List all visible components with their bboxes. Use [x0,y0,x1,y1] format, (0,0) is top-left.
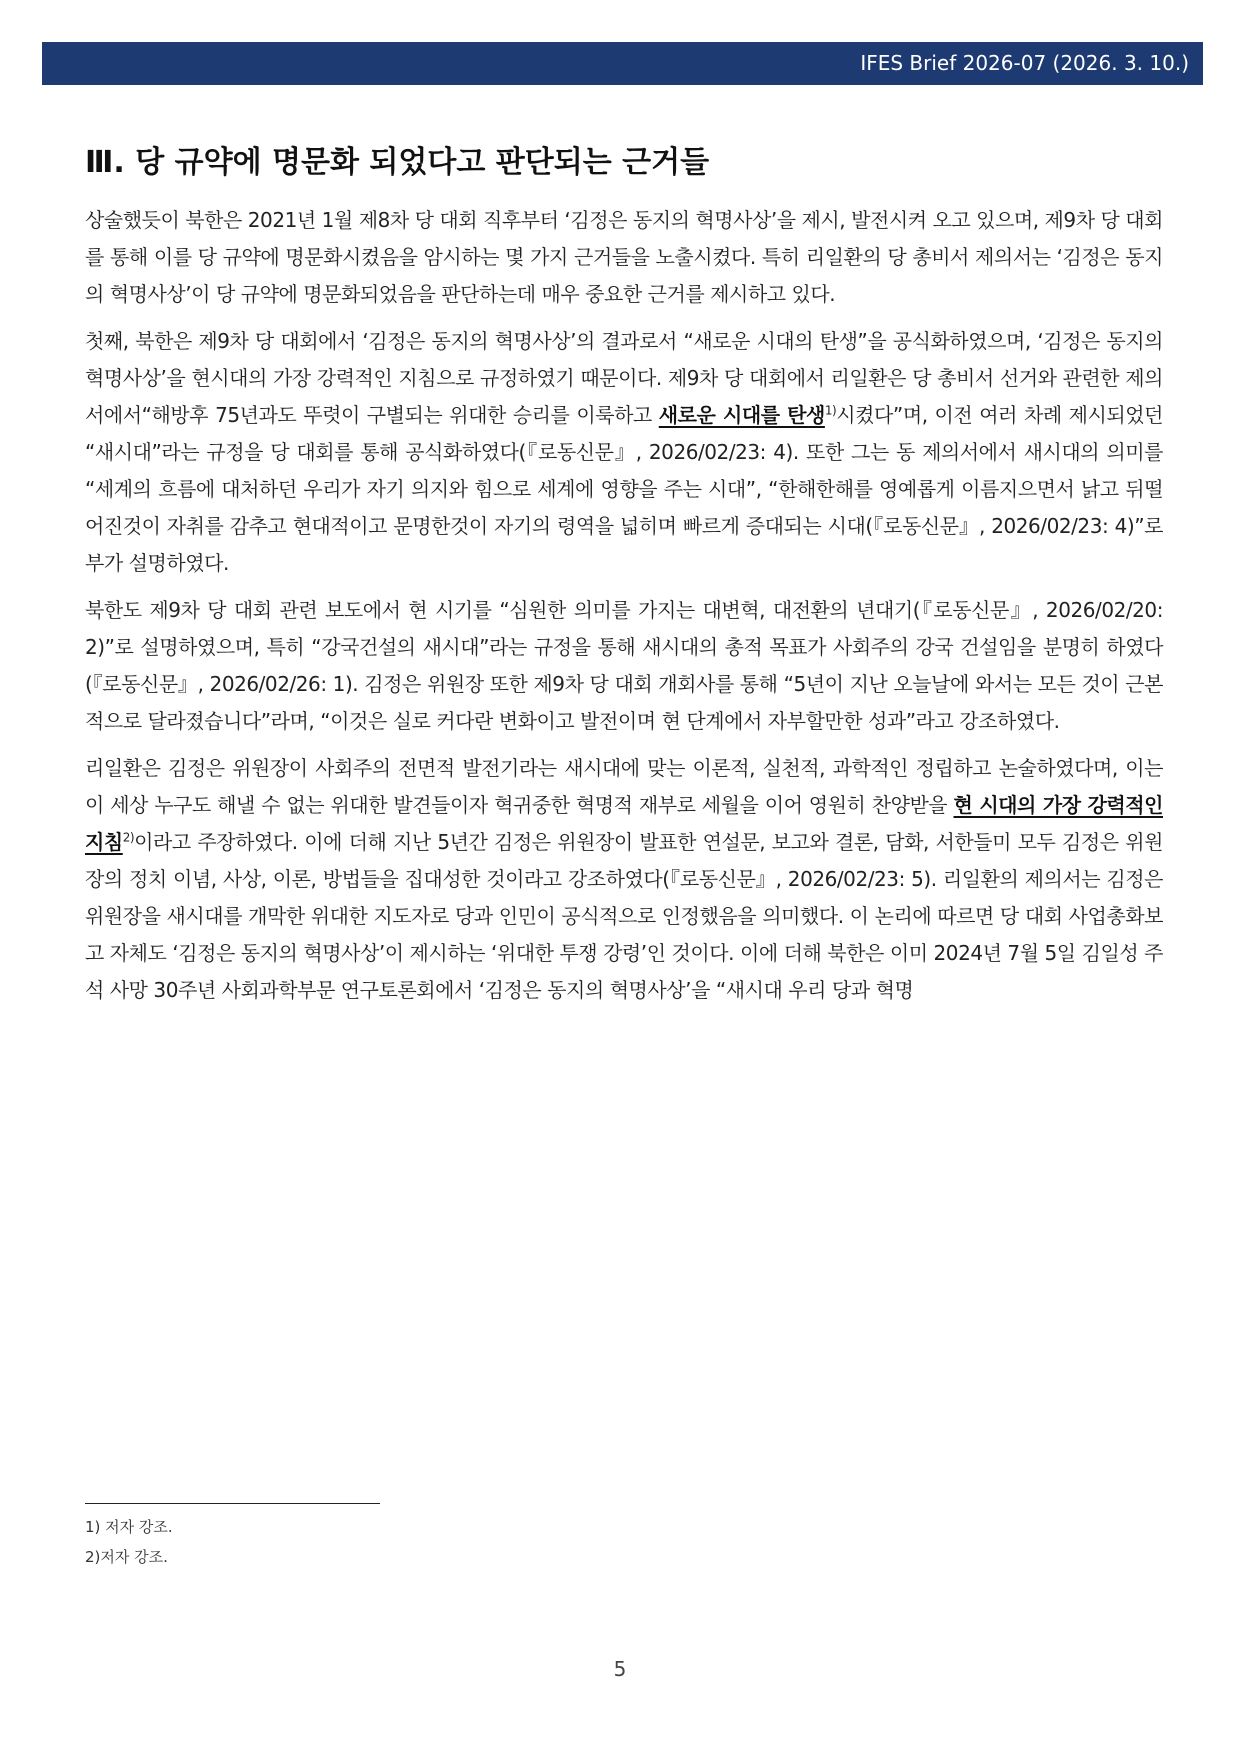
paragraph-2-text-after: 시켰다”며, 이전 여러 차례 제시되었던 “새시대”라는 규정을 당 대회를 통해 공식화하였다(『로동신문』, 2026/02/23: 4). 또한 그는 동 제의서에서 새시대의 의미를 “세계의 흐름에 대처하던 우리가 자기 의지와 힘으로 세계에 영향을 주는 시대”, “한해한해를 영예롭게 이름지으면서 낡고 뒤떨어진것이 자취를 감추고 현대적이고 문명한것이 자기의 령역을 넓히며 빠르게 증대되는 시대(『로동신문』, 2026/02/23: 4)”로 부가 설명하였다. [85,403,1163,575]
section-title: Ⅲ. 당 규약에 명문화 되었다고 판단되는 근거들 [85,145,710,180]
body-text [85,202,1163,1019]
footnote-ref-1[interactable]: 1) [824,403,837,418]
footnote-ref-2[interactable]: 2) [122,830,135,845]
paragraph-4 [85,750,1163,1009]
paragraph-2 [85,323,1163,582]
paragraph-1: 상술했듯이 북한은 2021년 1월 제8차 당 대회 직후부터 ‘김정은 동지의 혁명사상’을 제시, 발전시켜 오고 있으며, 제9차 당 대회를 통해 이를 당 규약에 명문화시켰음을 암시하는 몇 가지 근거들을 노출시켰다. 특히 리일환의 당 총비서 제의서는 ‘김정은 동지의 혁명사상’이 당 규약에 명문화되었음을 판단하는데 매우 중요한 근거를 제시하고 있다. [85,208,1163,306]
paragraph-4-text-after: 이라고 주장하였다. 이에 더해 지난 5년간 김정은 위원장이 발표한 연설문, 보고와 결론, 담화, 서한들미 모두 김정은 위원장의 정치 이념, 사상, 이론, 방법들을 집대성한 것이라고 강조하였다(『로동신문』, 2026/02/23: 5). 리일환의 제의서는 김정은 위원장을 새시대를 개막한 위대한 지도자로 당과 인민이 공식적으로 인정했음을 의미했다. 이 논리에 따르면 당 대회 사업총화보고 자체도 ‘김정은 동지의 혁명사상’이 제시하는 ‘위대한 투쟁 강령’인 것이다. 이에 더해 북한은 이미 2024년 7월 5일 김일성 주석 사망 30주년 사회과학부문 연구토론회에서 ‘김정은 동지의 혁명사상’을 “새시대 우리 당과 혁명 [85,830,1163,1002]
page-number: 5 [613,1657,627,1681]
brief-label: IFES Brief 2026-07 (2026. 3. 10.) [860,51,1189,75]
paragraph-2-text-before: 첫째, 북한은 제9차 당 대회에서 ‘김정은 동지의 혁명사상’의 결과로서 “새로운 시대의 탄생”을 공식화하였으며, ‘김정은 동지의 혁명사상’을 현시대의 가장 강력적인 지침으로 규정하였기 때문이다. 제9차 당 대회에서 리일환은 당 총비서 선거와 관련한 제의서에서“해방후 75년과도 뚜렷이 구별되는 위대한 승리를 이룩하고 [85,329,1163,427]
emphasis-strongest-guideline: 현 시대의 가장 강력적인 지침 [85,793,1163,854]
paragraph-4-text-before: 리일환은 김정은 위원장이 사회주의 전면적 발전기라는 새시대에 맞는 이론적, 실천적, 과학적인 정립하고 논술하였다며, 이는 이 세상 누구도 해낼 수 없는 위대한 발견들이자 혁귀중한 혁명적 재부로 세월을 이어 영원히 찬양받을 [85,756,1163,817]
footnote-divider [85,1503,380,1504]
footnote-1: 1) 저자 강조. [85,1518,173,1536]
emphasis-new-era-birth: 새로운 시대를 탄생 [658,403,825,427]
paragraph-3: 북한도 제9차 당 대회 관련 보도에서 현 시기를 “심원한 의미를 가지는 대변혁, 대전환의 년대기(『로동신문』, 2026/02/20: 2)”로 설명하였으며, 특히 “강국건설의 새시대”라는 규정을 통해 새시대의 총적 목표가 사회주의 강국 건설임을 분명히 하였다(『로동신문』, 2026/02/26: 1). 김정은 위원장 또한 제9차 당 대회 개회사를 통해 “5년이 지난 오늘날에 와서는 모든 것이 근본적으로 달라졌습니다”라며, “이것은 실로 커다란 변화이고 발전이며 현 단계에서 자부할만한 성과”라고 강조하였다. [85,598,1163,733]
footnotes [85,1512,685,1572]
footnote-2: 2)저자 강조. [85,1548,168,1566]
header-bar [42,42,1203,85]
